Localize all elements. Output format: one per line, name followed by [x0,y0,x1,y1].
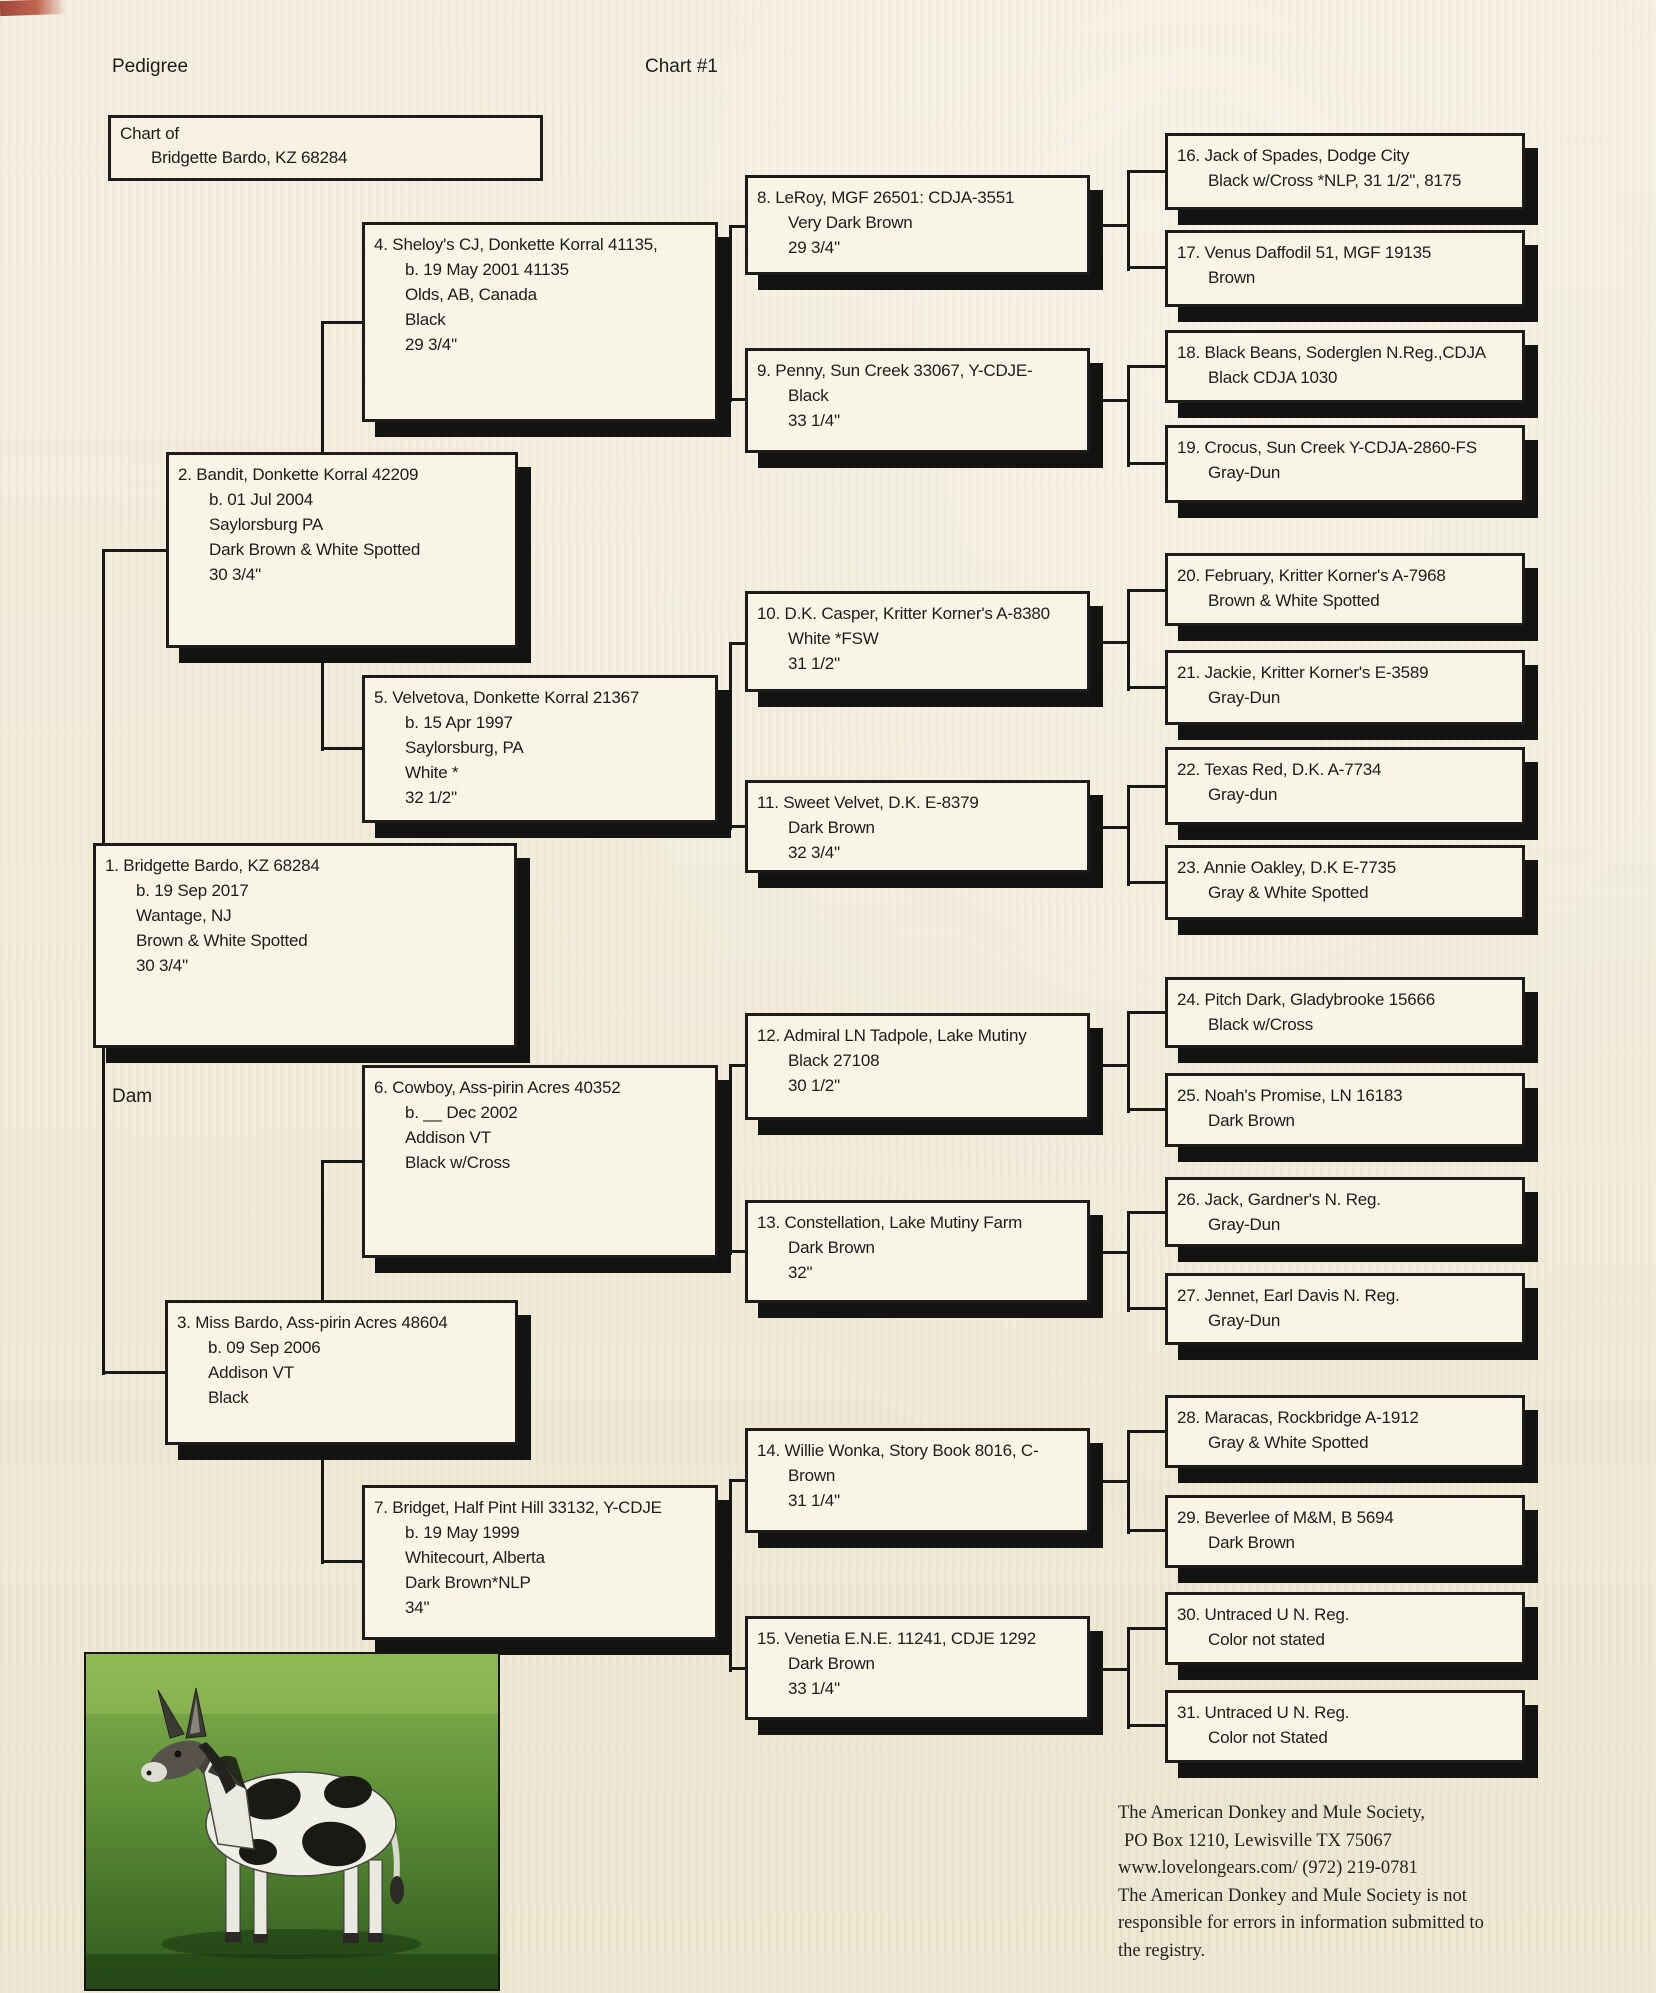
box-text-line: 29 3/4" [405,335,457,354]
box-text-line: Saylorsburg PA [209,515,324,534]
chart-of-box [108,115,543,181]
box-text-line: Color not stated [1208,1630,1325,1649]
pedigree-box-10 [745,591,1090,692]
connector-line [321,1160,365,1163]
box-text-line: 3. Miss Bardo, Ass-pirin Acres 48604 [177,1313,448,1332]
box-text-line: 30 3/4" [136,956,188,975]
connector-line [729,225,732,402]
box-text-line: b. 19 May 1999 [405,1523,520,1542]
connector-line [1127,170,1130,271]
pedigree-box-27 [1165,1273,1525,1345]
box-text-line: Very Dark Brown [788,213,913,232]
connector-line [1127,1211,1130,1312]
box-text-line: 9. Penny, Sun Creek 33067, Y-CDJE- [757,361,1033,380]
box-text-line: Black [405,310,446,329]
box-text-line: Black 27108 [788,1051,880,1070]
box-text-line: Saylorsburg, PA [405,738,524,757]
box-text-line: Whitecourt, Alberta [405,1548,545,1567]
donkey-photo [84,1652,500,1991]
box-text-line: Black w/Cross *NLP, 31 1/2", 8175 [1208,171,1462,190]
box-text-line: 32 3/4" [788,843,840,862]
connector-line [1127,881,1168,884]
chart-number-label: Chart #1 [645,56,718,77]
box-text-line: 16. Jack of Spades, Dodge City [1177,146,1410,165]
box-text-line: Gray-dun [1208,785,1278,804]
connector-line [1086,224,1130,227]
box-text-line: Olds, AB, Canada [405,285,537,304]
pedigree-box-24 [1165,977,1525,1048]
box-text-line: 23. Annie Oakley, D.K E-7735 [1177,858,1396,877]
connector-line [1127,1627,1130,1729]
pedigree-box-7 [362,1485,718,1640]
box-text-line: Gray-Dun [1208,463,1281,482]
box-text-line: 18. Black Beans, Soderglen N.Reg.,CDJA [1177,343,1486,362]
box-text-line: 22. Texas Red, D.K. A-7734 [1177,760,1382,779]
pedigree-box-17 [1165,230,1525,307]
pedigree-box-18 [1165,330,1525,403]
box-text-line: Dark Brown & White Spotted [209,540,421,559]
box-text-line: 30. Untraced U N. Reg. [1177,1605,1350,1624]
connector-line [1127,1108,1168,1111]
pedigree-box-6 [362,1065,718,1258]
connector-line [1127,589,1130,691]
box-text-line: 17. Venus Daffodil 51, MGF 19135 [1177,243,1432,262]
pedigree-box-15 [745,1616,1090,1720]
box-text-line: Gray-Dun [1208,688,1281,707]
connector-line [1086,641,1130,644]
box-text-line: Dark Brown*NLP [405,1573,531,1592]
donkey-photo-image [86,1654,498,1989]
footer-line: the registry. [1118,1940,1206,1961]
pedigree-box-30 [1165,1592,1525,1665]
box-text-line: White * [405,763,459,782]
box-text-line: 32" [788,1263,813,1282]
pedigree-box-28 [1165,1395,1525,1468]
box-text-line: 30 1/2" [788,1076,840,1095]
box-text-line: Dark Brown [788,1238,875,1257]
connector-line [1127,1529,1168,1532]
registry-footer [1118,1800,1618,1965]
box-text-line: Bridgette Bardo, KZ 68284 [151,148,348,167]
box-text-line: Brown [1208,268,1256,287]
pedigree-box-1 [93,843,517,1048]
pedigree-box-14 [745,1428,1090,1533]
box-text-line: b. 19 Sep 2017 [136,881,249,900]
pedigree-box-21 [1165,650,1525,725]
box-text-line: Addison VT [405,1128,491,1147]
footer-line: The American Donkey and Mule Society, [1118,1803,1426,1823]
connector-line [1127,1724,1168,1727]
box-text-line: 27. Jennet, Earl Davis N. Reg. [1177,1286,1400,1305]
connector-line [1127,1307,1168,1310]
box-text-line: 8. LeRoy, MGF 26501: CDJA-3551 [757,188,1015,207]
connector-line [1127,462,1168,465]
connector-line [1086,1064,1130,1067]
pedigree-box-31 [1165,1690,1525,1763]
box-text-line: 33 1/4" [788,411,840,430]
connector-line [1127,365,1168,368]
connector-line [1127,1011,1130,1113]
box-text-line: 20. February, Kritter Korner's A-7968 [1177,566,1446,585]
box-text-line: 31 1/2" [788,654,840,673]
box-text-line: 31. Untraced U N. Reg. [1177,1703,1350,1722]
box-text-line: Color not Stated [1208,1728,1328,1747]
connector-line [1086,1668,1130,1671]
box-text-line: 34" [405,1598,430,1617]
box-text-line: 10. D.K. Casper, Kritter Korner's A-8380 [757,604,1050,623]
box-text-line: Black [208,1388,249,1407]
connector-line [1127,170,1168,173]
box-text-line: 29 3/4" [788,238,840,257]
box-text-line: 32 1/2" [405,788,457,807]
box-text-line: b. 19 May 2001 41135 [405,260,569,279]
pedigree-box-11 [745,780,1090,873]
box-text-line: Black [788,386,829,405]
connector-line [1127,365,1130,467]
pedigree-box-19 [1165,425,1525,503]
connector-line [321,321,365,324]
box-text-line: 14. Willie Wonka, Story Book 8016, C- [757,1441,1039,1460]
box-text-line: 15. Venetia E.N.E. 11241, CDJE 1292 [757,1629,1037,1648]
box-text-line: 6. Cowboy, Ass-pirin Acres 40352 [374,1078,621,1097]
pedigree-box-4 [362,222,718,422]
connector-line [1127,686,1168,689]
box-text-line: 11. Sweet Velvet, D.K. E-8379 [757,793,979,812]
box-text-line: Addison VT [208,1363,294,1382]
pedigree-box-29 [1165,1495,1525,1568]
connector-line [1127,785,1130,886]
box-text-line: Chart of [120,124,179,143]
pedigree-box-25 [1165,1073,1525,1147]
pedigree-box-22 [1165,747,1525,825]
box-text-line: Gray & White Spotted [1208,883,1369,902]
footer-line: www.lovelongears.com/ (972) 219-0781 [1118,1858,1418,1878]
footer-line: responsible for errors in information submitted to [1118,1913,1484,1933]
connector-line [1127,589,1168,592]
pedigree-box-26 [1165,1177,1525,1247]
box-text-line: 33 1/4" [788,1679,840,1698]
box-text-line: Dark Brown [788,818,875,837]
connector-line [1127,1011,1168,1014]
connector-line [1127,266,1168,269]
connector-line [321,747,365,750]
box-text-line: 24. Pitch Dark, Gladybrooke 15666 [1177,990,1435,1009]
box-text-line: 2. Bandit, Donkette Korral 42209 [178,465,419,484]
pedigree-box-16 [1165,133,1525,210]
box-text-line: Dark Brown [788,1654,875,1673]
connector-line [729,642,732,830]
box-text-line: Black w/Cross [1208,1015,1314,1034]
box-text-line: Brown [788,1466,836,1485]
box-text-line: Brown & White Spotted [1208,591,1380,610]
box-text-line: b. 15 Apr 1997 [405,713,513,732]
pedigree-box-5 [362,675,718,823]
connector-line [321,1560,365,1563]
box-text-line: 21. Jackie, Kritter Korner's E-3589 [1177,663,1429,682]
box-text-line: b. __ Dec 2002 [405,1103,518,1122]
box-text-line: 30 3/4" [209,565,261,584]
pedigree-box-13 [745,1200,1090,1303]
connector-line [729,1479,732,1672]
box-text-line: Gray & White Spotted [1208,1433,1369,1452]
pedigree-box-20 [1165,553,1525,626]
footer-line: The American Donkey and Mule Society is not [1118,1885,1467,1906]
box-text-line: b. 09 Sep 2006 [208,1338,321,1357]
box-text-line: 4. Sheloy's CJ, Donkette Korral 41135, [374,235,658,254]
pedigree-label: Pedigree [112,56,189,77]
connector-line [1086,1480,1130,1483]
pedigree-box-9 [745,348,1090,453]
box-text-line: 25. Noah's Promise, LN 16183 [1177,1086,1403,1105]
connector-line [1086,399,1130,402]
box-text-line: Brown & White Spotted [136,931,308,950]
dam-label: Dam [112,1086,153,1107]
box-text-line: 28. Maracas, Rockbridge A-1912 [1177,1408,1419,1427]
box-text-line: 1. Bridgette Bardo, KZ 68284 [105,856,320,875]
connector-line [1127,785,1168,788]
connector-line [102,549,166,552]
box-text-line: Wantage, NJ [136,906,232,925]
box-text-line: 31 1/4" [788,1491,840,1510]
connector-line [1086,826,1130,829]
box-text-line: Gray-Dun [1208,1215,1281,1234]
connector-line [1127,1627,1168,1630]
box-text-line: 19. Crocus, Sun Creek Y-CDJA-2860-FS [1177,438,1477,457]
box-text-line: 12. Admiral LN Tadpole, Lake Mutiny [757,1026,1027,1045]
pedigree-box-23 [1165,845,1525,920]
box-text-line: b. 01 Jul 2004 [209,490,314,509]
connector-line [1086,1251,1130,1254]
box-text-line: 26. Jack, Gardner's N. Reg. [1177,1190,1381,1209]
box-text-line: Dark Brown [1208,1533,1295,1552]
box-text-line: 7. Bridget, Half Pint Hill 33132, Y-CDJE [374,1498,662,1517]
box-text-line: Gray-Dun [1208,1311,1281,1330]
pedigree-box-8 [745,175,1090,275]
scan-edge-mark [0,0,66,16]
connector-line [102,1371,166,1374]
box-text-line: White *FSW [788,629,879,648]
connector-line [1127,1211,1168,1214]
box-text-line: Dark Brown [1208,1111,1295,1130]
box-text-line: Black w/Cross [405,1153,511,1172]
pedigree-box-12 [745,1013,1090,1120]
connector-line [1127,1430,1168,1433]
box-text-line: 13. Constellation, Lake Mutiny Farm [757,1213,1023,1232]
footer-line: PO Box 1210, Lewisville TX 75067 [1124,1830,1392,1851]
box-text-line: 29. Beverlee of M&M, B 5694 [1177,1508,1394,1527]
pedigree-box-2 [166,452,518,648]
box-text-line: Black CDJA 1030 [1208,368,1338,387]
pedigree-box-3 [165,1300,518,1445]
box-text-line: 5. Velvetova, Donkette Korral 21367 [374,688,640,707]
